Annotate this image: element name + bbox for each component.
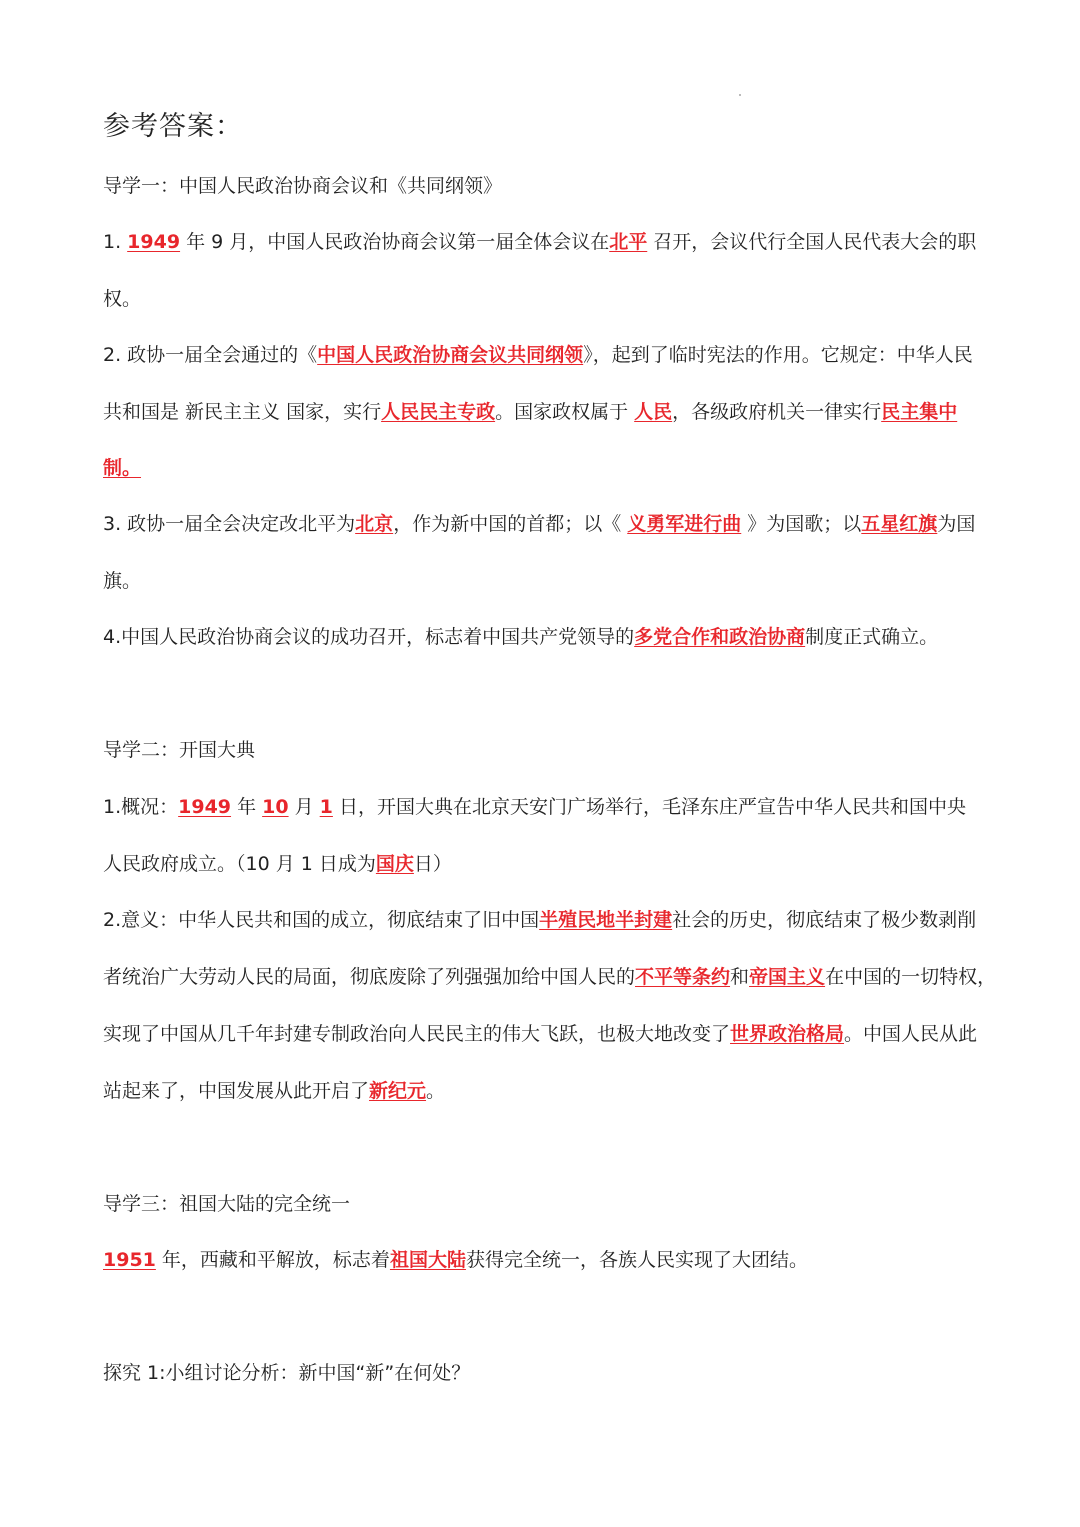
section-2-heading: 导学二：开国大典 xyxy=(103,739,256,761)
s2-q1-line1 xyxy=(103,793,1003,821)
s1-q2-text4: 。国家政权属于 xyxy=(495,401,635,423)
s2-q2-text4: 和 xyxy=(730,966,750,988)
answer-beiping: 北平 xyxy=(609,231,648,253)
s2-q1-text2: 年 xyxy=(231,796,263,818)
answer-year-1949: 1949 xyxy=(178,796,232,818)
s2-q2-text2: 社会的历史，彻底结束了极少数剥削 xyxy=(672,909,977,931)
s1-q1-prefix: 1. xyxy=(103,231,128,253)
answer-five-star-flag: 五星红旗 xyxy=(861,513,938,535)
answer-beijing: 北京 xyxy=(355,513,394,535)
answer-national-day: 国庆 xyxy=(375,853,414,875)
scan-speck xyxy=(739,94,741,96)
s1-q3-text2: ，作为新中国的首都；以《 xyxy=(393,513,628,535)
s2-q2-text3: 者统治广大劳动人民的局面，彻底废除了列强强加给中国人民的 xyxy=(103,966,636,988)
s2-q2-line3 xyxy=(103,1020,1003,1048)
answer-unequal-treaties: 不平等条约 xyxy=(635,966,731,988)
s3-line1 xyxy=(103,1246,1003,1274)
answer-day-1: 1 xyxy=(319,796,333,818)
section-3-heading: 导学三：祖国大陆的完全统一 xyxy=(103,1193,351,1215)
answer-common-program: 中国人民政治协商会议共同纲领 xyxy=(317,344,584,366)
answer-mainland: 祖国大陆 xyxy=(389,1249,466,1271)
s2-q2-text5: 在中国的一切特权， xyxy=(825,966,997,988)
s1-q1-text1: 年 9 月，中国人民政治协商会议第一届全体会议在 xyxy=(186,231,610,253)
s2-q2-line1 xyxy=(103,906,1003,934)
answer-democratic-centralism-cont: 制。 xyxy=(103,457,142,479)
s2-q2-text9: 。 xyxy=(426,1080,446,1102)
s2-q2-text1: 2.意义：中华人民共和国的成立，彻底结束了旧中国 xyxy=(103,909,540,931)
s2-q2-text7: 。中国人民从此 xyxy=(844,1023,978,1045)
s2-q2-text8: 站起来了，中国发展从此开启了 xyxy=(103,1080,370,1102)
answer-multiparty-cooperation: 多党合作和政治协商 xyxy=(634,626,806,648)
s1-q2-text2: 》，起到了临时宪法的作用。它规定：中华人民 xyxy=(583,344,973,366)
s2-q1-text6: 日） xyxy=(413,853,452,875)
s1-q3-text3: 》为国歌；以 xyxy=(741,513,862,535)
s2-q2-line2 xyxy=(103,963,1003,991)
answer-new-era: 新纪元 xyxy=(369,1080,427,1102)
s1-q2-line1 xyxy=(103,341,1003,369)
answer-anthem: 义勇军进行曲 xyxy=(627,513,742,535)
answer-people: 人民 xyxy=(634,401,673,423)
s1-q2-line2 xyxy=(103,398,1003,426)
s1-q4-line1 xyxy=(103,623,1003,651)
s1-q4-text1: 4.中国人民政治协商会议的成功召开，标志着中国共产党领导的 xyxy=(103,626,635,648)
answer-1949: 1949 xyxy=(127,231,181,253)
s1-q3-line1 xyxy=(103,510,1003,538)
section-1-heading: 导学一：中国人民政治协商会议和《共同纲领》 xyxy=(103,175,503,197)
s2-q2-text6: 实现了中国从几千年封建专制政治向人民民主的伟大飞跃，也极大地改变了 xyxy=(103,1023,731,1045)
s2-q1-text5: 人民政府成立。（10 月 1 日成为 xyxy=(103,853,376,875)
s1-q2-text1: 2. 政协一届全会通过的《 xyxy=(103,344,318,366)
answer-semi-colonial-semi-feudal: 半殖民地半封建 xyxy=(539,909,673,931)
s1-q1-text2: 召开，会议代行全国人民代表大会的职 xyxy=(653,231,977,253)
answer-peoples-democratic-dictatorship: 人民民主专政 xyxy=(381,401,496,423)
s1-q1-line2: 权。 xyxy=(103,288,142,310)
s1-q3-line2: 旗。 xyxy=(103,570,142,592)
s2-q1-text4: 日，开国大典在北京天安门广场举行，毛泽东庄严宣告中华人民共和国中央 xyxy=(332,796,966,818)
s2-q1-text3: 月 xyxy=(288,796,320,818)
answer-1951: 1951 xyxy=(103,1249,156,1271)
s1-q2-text3: 共和国是 新民主主义 国家，实行 xyxy=(103,401,382,423)
s3-text2: 获得完全统一，各族人民实现了大团结。 xyxy=(465,1249,808,1271)
answer-democratic-centralism: 民主集中 xyxy=(881,401,958,423)
s1-q4-text2: 制度正式确立。 xyxy=(805,626,939,648)
s3-text1: 年，西藏和平解放，标志着 xyxy=(155,1249,390,1271)
s1-q1-line1 xyxy=(103,228,1003,256)
answer-imperialism: 帝国主义 xyxy=(749,966,826,988)
s1-q2-text5: ，各级政府机关一律实行 xyxy=(672,401,882,423)
s1-q2-line3 xyxy=(103,454,1003,482)
answer-world-political-landscape: 世界政治格局 xyxy=(730,1023,845,1045)
s1-q3-text4: 为国 xyxy=(937,513,976,535)
s2-q2-line4 xyxy=(103,1077,1003,1105)
answer-month-10: 10 xyxy=(262,796,289,818)
s2-q1-text1: 1.概况： xyxy=(103,796,179,818)
explore-question: 探究 1:小组讨论分析：新中国“新”在何处？ xyxy=(103,1362,471,1384)
page-title: 参考答案： xyxy=(103,111,243,142)
s1-q3-text1: 3. 政协一届全会决定改北平为 xyxy=(103,513,356,535)
s2-q1-line2 xyxy=(103,850,1003,878)
